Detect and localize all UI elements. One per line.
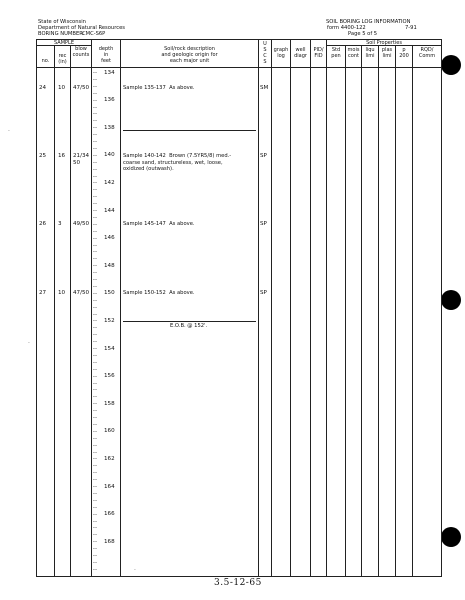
depth-tick: -- xyxy=(93,249,98,256)
depth-tick: -- xyxy=(93,421,98,428)
sample-blow-counts: 47/50 xyxy=(73,85,90,91)
sample-uscs: SP xyxy=(260,290,267,296)
page-footer-code: 3.5-12-65 xyxy=(214,578,262,588)
scan-speck: . xyxy=(134,565,136,572)
col-divider-graph xyxy=(290,39,291,576)
sample-uscs: SP xyxy=(260,221,267,227)
scan-speck: . xyxy=(8,126,10,133)
plastic-limit-header: plas limi xyxy=(381,47,393,59)
depth-tick: -- xyxy=(93,76,98,83)
depth-tick: -- xyxy=(93,180,98,187)
sample-recovery: 3 xyxy=(58,221,62,227)
depth-tick: -- xyxy=(93,463,98,470)
rqd-comments-header: RQD/ Comm xyxy=(418,47,436,59)
depth-tick: -- xyxy=(93,70,98,76)
graph-log-header: graph log xyxy=(273,47,289,59)
depth-tick: -- xyxy=(93,256,98,263)
depth-tick: -- xyxy=(93,242,98,249)
depth-tick: -- xyxy=(93,139,98,145)
sample-description: Sample 140-142 Brown (7.5YR5/8) med.- coarse sand, structureless, wet, loose, oxidized (outwash). xyxy=(123,153,232,173)
depth-tick: -- xyxy=(93,159,98,166)
depth-tick: -- xyxy=(93,90,98,97)
col-divider-desc xyxy=(258,39,259,576)
depth-label: 154 xyxy=(104,345,115,352)
liquid-limit-header: liqu limi xyxy=(365,47,375,59)
col-divider-pid xyxy=(326,39,327,576)
depth-tick: -- xyxy=(93,497,98,504)
depth-tick: -- xyxy=(93,194,98,201)
description-header: Soil/rock description and geologic origin for each major unit xyxy=(161,46,218,64)
punch-hole-bottom xyxy=(441,527,461,547)
depth-tick: -- xyxy=(93,325,98,332)
depth-tick: -- xyxy=(93,221,98,228)
sample-no: 24 xyxy=(39,85,47,91)
boring-number-label: BORING NUMBER: xyxy=(38,31,85,37)
depth-tick: -- xyxy=(93,173,98,180)
col-divider-p200 xyxy=(412,45,413,576)
depth-tick: -- xyxy=(93,359,98,366)
depth-tick: -- xyxy=(93,456,98,463)
depth-label: 162 xyxy=(104,455,115,462)
depth-tick: -- xyxy=(93,97,98,104)
depth-tick: -- xyxy=(93,401,98,408)
col-divider-blow xyxy=(91,39,92,576)
depth-tick: -- xyxy=(93,125,98,132)
col-divider-rec xyxy=(70,45,71,576)
col-divider-liqu xyxy=(378,45,379,576)
depth-tick: -- xyxy=(93,566,98,573)
form-title: SOIL BORING LOG INFORMATION xyxy=(326,19,411,25)
depth-tick: -- xyxy=(93,283,98,290)
depth-tick: -- xyxy=(93,352,98,359)
depth-tick: -- xyxy=(93,428,98,435)
depth-tick: -- xyxy=(93,235,98,242)
depth-tick: -- xyxy=(93,214,98,221)
depth-label: 168 xyxy=(104,538,115,545)
well-diagram-header: well diagr xyxy=(294,47,307,59)
depth-tick: -- xyxy=(93,104,98,111)
std-pen-header: Std pen xyxy=(331,47,341,59)
depth-tick: -- xyxy=(93,408,98,415)
depth-tick: -- xyxy=(93,415,98,421)
end-of-boring-line xyxy=(123,321,256,322)
depth-tick: -- xyxy=(93,539,98,546)
sample-no: 27 xyxy=(39,290,47,296)
rec-header: rec (in) xyxy=(58,53,67,65)
blow-counts-header: blow counts xyxy=(72,46,90,58)
unit-boundary-line xyxy=(123,130,256,131)
depth-tick: -- xyxy=(93,380,98,387)
depth-tick: -- xyxy=(93,559,98,566)
sample-blow-counts: 47/50 xyxy=(73,290,90,296)
col-divider-depth xyxy=(120,39,121,576)
sample-recovery: 10 xyxy=(58,85,66,91)
table-right-border xyxy=(441,39,442,576)
depth-label: 148 xyxy=(104,262,115,269)
col-divider-std xyxy=(345,45,346,576)
depth-tick: -- xyxy=(93,118,98,125)
depth-tick: -- xyxy=(93,511,98,518)
depth-tick: -- xyxy=(93,263,98,270)
table-left-border xyxy=(36,39,37,576)
depth-header: depth in feet xyxy=(98,46,114,64)
sample-no: 26 xyxy=(39,221,47,227)
depth-label: 156 xyxy=(104,373,115,380)
depth-label: 138 xyxy=(104,124,115,131)
sample-header: SAMPLE xyxy=(54,40,74,46)
col-divider-mois xyxy=(361,45,362,576)
depth-tick: -- xyxy=(93,277,98,283)
depth-tick: -- xyxy=(93,111,98,118)
depth-tick: -- xyxy=(93,504,98,511)
depth-label: 152 xyxy=(104,317,115,324)
depth-tick: -- xyxy=(93,435,98,442)
depth-label: 158 xyxy=(104,400,115,407)
sample-blow-counts: 49/50 xyxy=(73,221,90,227)
punch-hole-top xyxy=(441,55,461,75)
depth-tick: -- xyxy=(93,546,98,553)
depth-label: 164 xyxy=(104,483,115,490)
depth-tick: -- xyxy=(93,304,98,311)
table-bottom-border xyxy=(36,576,442,577)
end-of-boring-note: E.O.B. @ 152'. xyxy=(170,323,208,329)
depth-tick: -- xyxy=(93,346,98,352)
depth-label: 166 xyxy=(104,511,115,518)
depth-tick: -- xyxy=(93,332,98,339)
depth-label: 144 xyxy=(104,207,115,214)
depth-tick: -- xyxy=(93,318,98,325)
depth-tick: -- xyxy=(93,201,98,208)
depth-tick: -- xyxy=(93,518,98,525)
depth-tick: -- xyxy=(93,297,98,304)
depth-tick: -- xyxy=(93,490,98,497)
depth-tick: -- xyxy=(93,290,98,297)
col-divider-well xyxy=(310,39,311,576)
sample-uscs: SM xyxy=(260,85,269,91)
form-number: form 4400-122 xyxy=(327,25,366,31)
boring-number: CMC-S6P xyxy=(82,31,106,37)
sample-recovery: 16 xyxy=(58,153,66,159)
depth-label: 136 xyxy=(104,97,115,104)
depth-tick: -- xyxy=(93,187,98,194)
sample-description: Sample 145-147 As above. xyxy=(123,221,195,227)
depth-tick: -- xyxy=(93,525,98,532)
depth-tick: -- xyxy=(93,270,98,277)
depth-label: 160 xyxy=(104,428,115,435)
depth-tick: -- xyxy=(93,145,98,152)
depth-label: 134 xyxy=(104,69,115,76)
depth-tick: -- xyxy=(93,484,98,490)
depth-tick: -- xyxy=(93,311,98,318)
sample-blow-counts: 21/34 50 xyxy=(73,153,90,166)
scan-speck: . xyxy=(28,338,30,345)
depth-tick: -- xyxy=(93,470,98,477)
sample-uscs: SP xyxy=(260,153,267,159)
sample-description: Sample 135-137 As above. xyxy=(123,85,195,91)
agency-department: Department of Natural Resources xyxy=(38,25,125,31)
depth-tick: -- xyxy=(93,366,98,373)
col-divider-plas xyxy=(395,45,396,576)
p200-header: p 200 xyxy=(399,47,409,59)
depth-tick: -- xyxy=(93,442,98,449)
depth-tick: -- xyxy=(93,166,98,173)
depth-label: 142 xyxy=(104,179,115,186)
form-date: 7-91 xyxy=(405,25,417,31)
uscs-header: U S C S xyxy=(263,41,267,65)
depth-label: 140 xyxy=(104,152,115,159)
depth-tick: -- xyxy=(93,132,98,139)
depth-tick: -- xyxy=(93,387,98,394)
depth-tick: -- xyxy=(93,152,98,159)
depth-tick: -- xyxy=(93,394,98,401)
depth-tick: -- xyxy=(93,373,98,380)
punch-hole-middle xyxy=(441,290,461,310)
depth-tick: -- xyxy=(93,228,98,235)
depth-tick: -- xyxy=(93,208,98,214)
agency-name: State of Wisconsin xyxy=(38,19,86,25)
pid-fid-header: PID/ FID xyxy=(313,47,324,59)
sample-no: 25 xyxy=(39,153,47,159)
depth-tick: -- xyxy=(93,532,98,539)
sample-description: Sample 150-152 As above. xyxy=(123,290,195,296)
moisture-header: mois cont xyxy=(347,47,360,59)
page-number: Page 5 of 5 xyxy=(348,31,378,37)
depth-label: 150 xyxy=(104,290,115,297)
col-divider-no xyxy=(54,45,55,576)
depth-label: 146 xyxy=(104,235,115,242)
col-divider-uscs xyxy=(271,39,272,576)
depth-tick: -- xyxy=(93,449,98,456)
depth-tick: -- xyxy=(93,477,98,484)
depth-tick: -- xyxy=(93,553,98,559)
depth-tick: -- xyxy=(93,339,98,346)
soil-properties-header: Soil Properties xyxy=(366,40,402,46)
no-header: no. xyxy=(41,58,50,64)
depth-tick: -- xyxy=(93,83,98,90)
header-bottom-border xyxy=(36,67,442,68)
sample-recovery: 10 xyxy=(58,290,66,296)
